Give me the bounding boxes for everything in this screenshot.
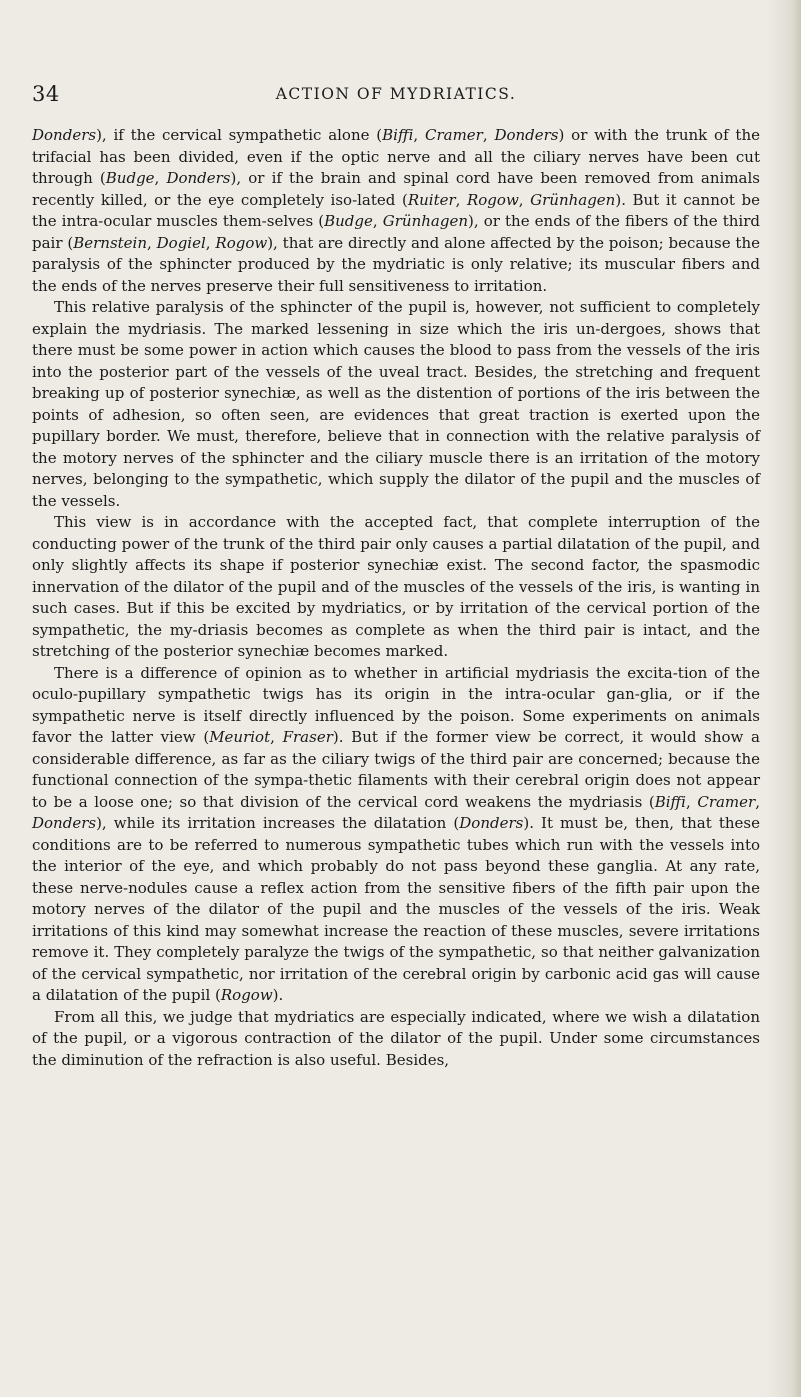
text-run: This view is in accordance with the accepted fact, that complete interruption of the conducting power of the trunk of the third pair only causes a partial dilatation of the pupil, and only slightly affects its shape if posterior synechiæ exist. The second factor, the spasmodic innervation of the dilator of the pupil and of the muscles of the vessels of the iris, is wanting in such cases. But if this be excited by mydriatics, or by irritation of the cervical portion of the sympathetic, the my-driasis becomes as complete as when the third pair is intact, and the stretching of the posterior synechiæ becomes marked.	[32, 513, 760, 660]
citation-name: Rogow	[466, 190, 519, 209]
citation-name: Donders	[459, 814, 524, 832]
citation-name: Rogow	[220, 986, 273, 1004]
page-edge-shadow	[767, 0, 801, 1397]
citation-name: Grünhagen	[530, 190, 616, 209]
text-run: ), that are directly and alone affected by the poison; because the paralysis of the sphincter produced by the mydriatic is only relative; its muscular fibers and the ends of the nerves preserve their full sensitiveness to irritation.	[32, 233, 760, 295]
citation-name: Cramer	[697, 792, 756, 811]
citation-name: Ruiter	[407, 190, 456, 209]
paragraph	[32, 512, 760, 663]
text-run: ,	[413, 126, 425, 144]
text-run: ,	[205, 233, 216, 252]
text-run: ). But it cannot be the intra-ocular muscles them-selves (	[32, 190, 760, 230]
text-run: There is a difference of opinion as to whether in artificial mydriasis the excita-tion of the oculo-pupillary sympathetic twigs has its origin in the intra-ocular gan-glia, or if the sympathetic nerve is itself directly influenced by the poison. Some experiments on animals favor the latter view (	[32, 663, 760, 746]
text-run: ), or the ends of the fibers of the third pair (	[32, 212, 761, 252]
text-run: ), or if the brain and spinal cord have been removed from animals recently killed, or the eye completely iso-lated (	[32, 169, 760, 209]
chapter-title: ACTION OF MYDRIATICS.	[275, 85, 517, 103]
citation-name: Donders	[494, 126, 559, 144]
text-run: ), while its irritation increases the dilatation (	[96, 814, 460, 832]
citation-name: Budge	[105, 169, 155, 187]
text-run: ,	[482, 126, 495, 144]
text-run: ). It must be, then, that these conditions are to be referred to numerous sympathetic tubes which run with the vessels into the interior of the eye, and which probably do not pass beyond these ganglia. At any rate, these nerve-nodules cause a reflex action from the sensitive fibers of the fifth pair upon the motory nerves of the dilator of the pupil and the muscles of the vessels of the iris. Weak irritations of this kind may somewhat increase the reaction of these muscles, severe irritations remove it. They completely paralyze the twigs of the sympathetic, so that neither galvanization of the cervical sympathetic, nor irritation of the cerebral origin by carbonic acid gas will cause a dilatation of the pupil (	[32, 814, 760, 1004]
citation-name: Grünhagen	[382, 212, 468, 230]
text-run: From all this, we judge that mydriatics are especially indicated, where we wish a dilatation of the pupil, or a vigorous contraction of the dilator of the pupil. Under some circumstances the diminution of the refraction is also useful. Besides,	[32, 1007, 760, 1069]
citation-name: Rogow	[215, 233, 268, 252]
paragraph	[32, 1007, 760, 1072]
page-number: 34	[32, 82, 60, 106]
text-run: ,	[518, 190, 531, 209]
body-text	[32, 125, 760, 1071]
text-run: This relative paralysis of the sphincter of the pupil is, however, not sufficient to completely explain the mydriasis. The marked lessening in size which the iris un-dergoes, shows that there must be some power in action which causes the blood to pass from the vessels of the iris into the posterior part of the vessels of the uveal tract. Besides, the stretching and frequent breaking up of posterior synechiæ, as well as the distention of portions of the iris between the points of adhesion, so often seen, are evidences that great traction is exerted upon the pupillary border. We must, therefore, believe that in connection with the relative paralysis of the motory nerves of the sphincter and the ciliary muscle there is an irritation of the motory nerves, belonging to the sympathetic, which supply the dilator of the pupil and the muscles of the vessels.	[32, 298, 760, 510]
text-run: ,	[685, 792, 698, 811]
citation-name: Donders	[32, 814, 97, 832]
text-run: ,	[154, 169, 167, 187]
citation-name: Cramer	[424, 126, 483, 144]
citation-name: Meuriot	[209, 728, 271, 746]
text-run: ) or with the trunk of the trifacial has been divided, even if the optic nerve and all the ciliary nerves have been cut through (	[32, 126, 760, 187]
text-run: ,	[372, 212, 383, 230]
text-run: ,	[455, 190, 467, 209]
paragraph	[32, 663, 760, 1007]
text-run: ,	[147, 233, 157, 252]
text-run: ).	[272, 986, 284, 1004]
citation-name: Bernstein	[73, 233, 148, 252]
paragraph	[32, 125, 760, 297]
citation-name: Donders	[32, 126, 97, 144]
text-run: ,	[270, 728, 283, 746]
text-run: ,	[755, 792, 760, 811]
citation-name: Biffi	[654, 792, 686, 811]
citation-name: Budge	[324, 212, 373, 230]
citation-name: Biffi	[382, 126, 414, 144]
text-run: ), if the cervical sympathetic alone (	[96, 126, 383, 144]
citation-name: Fraser	[282, 728, 333, 746]
running-header	[32, 82, 760, 112]
paragraph	[32, 297, 760, 512]
citation-name: Donders	[166, 169, 231, 187]
citation-name: Dogiel	[156, 233, 206, 252]
text-run: ). But if the former view be correct, it would show a considerable difference, as far as the ciliary twigs of the third pair are concerned; because the functional connection of the sympa-thetic filaments with their cerebral origin does not appear to be a loose one; so that division of the cervical cord weakens the mydriasis (	[32, 728, 760, 811]
